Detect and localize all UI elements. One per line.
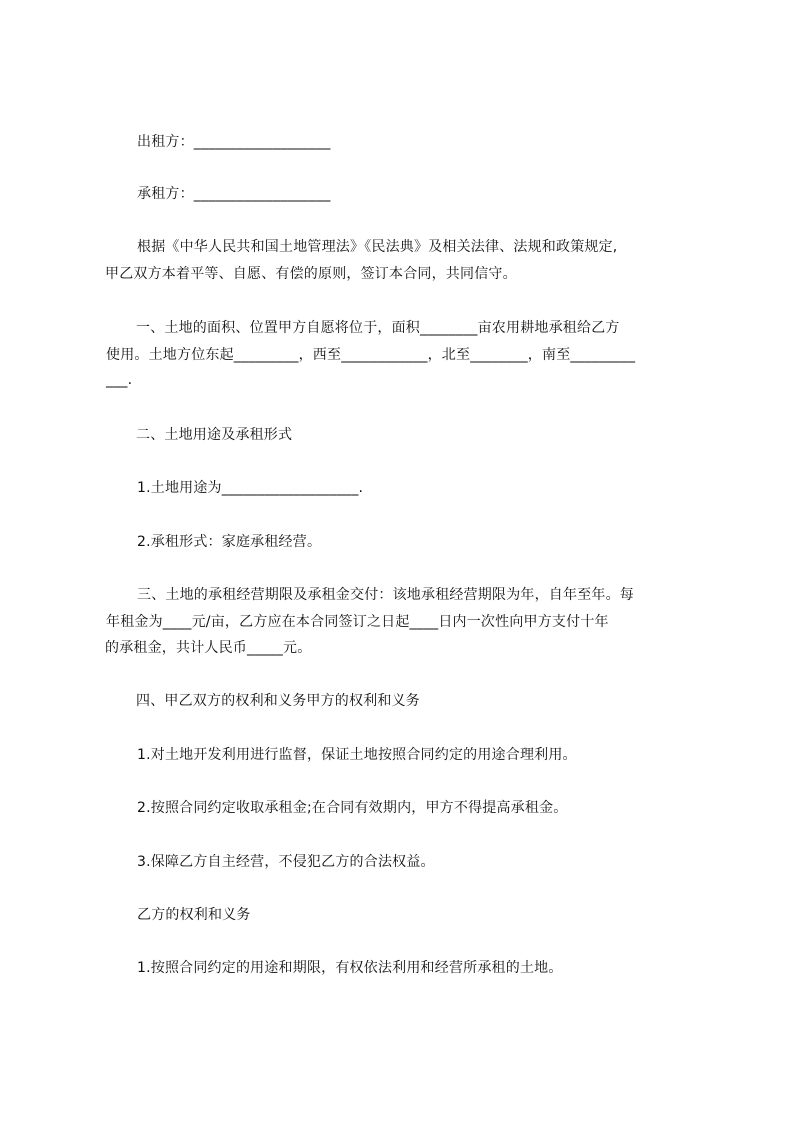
section-2-item-2: 2.承租形式：家庭承租经营。 <box>137 534 322 550</box>
section-1-line-3: ___. <box>106 372 133 388</box>
section-4-item-2: 2.按照合同约定收取承租金;在合同有效期内，甲方不得提高承租金。 <box>137 800 568 816</box>
section-3-line-1: 三、土地的承租经营期限及承租金交付：该地承租经营期限为年，自年至年。每 <box>137 587 634 603</box>
section-1-line-1: 一、土地的面积、位置甲方自愿将位于，面积________亩农用耕地承租给乙方 <box>136 320 620 336</box>
section-3-line-2: 年租金为____元/亩，乙方应在本合同签订之日起____日内一次性向甲方支付十年 <box>106 614 609 630</box>
section-1-line-2: 使用。土地方位东起_________，西至____________，北至________，南至_________ <box>106 347 636 363</box>
section-4-item-1: 1.对土地开发利用进行监督，保证土地按照合同约定的用途合理利用。 <box>137 747 577 763</box>
party-b-title: 乙方的权利和义务 <box>137 907 251 923</box>
section-4-item-3: 3.保障乙方自主经营，不侵犯乙方的合法权益。 <box>137 854 435 870</box>
section-2-title: 二、土地用途及承租形式 <box>136 427 293 443</box>
section-2-item-1: 1.土地用途为___________________. <box>137 480 364 496</box>
lessor-line: 出租方：___________________ <box>137 134 331 150</box>
section-4-title: 四、甲乙双方的权利和义务甲方的权利和义务 <box>136 693 420 709</box>
section-3-line-3: 的承租金，共计人民币_____元。 <box>105 640 312 656</box>
intro-line-2: 甲乙双方本着平等、自愿、有偿的原则，签订本合同，共同信守。 <box>105 266 517 282</box>
party-b-item-1: 1.按照合同约定的用途和期限，有权依法利用和经营所承租的土地。 <box>137 960 563 976</box>
intro-line-1: 根据《中华人民共和国土地管理法》《民法典》及相关法律、法规和政策规定, <box>137 239 618 255</box>
lessee-line: 承租方：___________________ <box>137 186 331 202</box>
